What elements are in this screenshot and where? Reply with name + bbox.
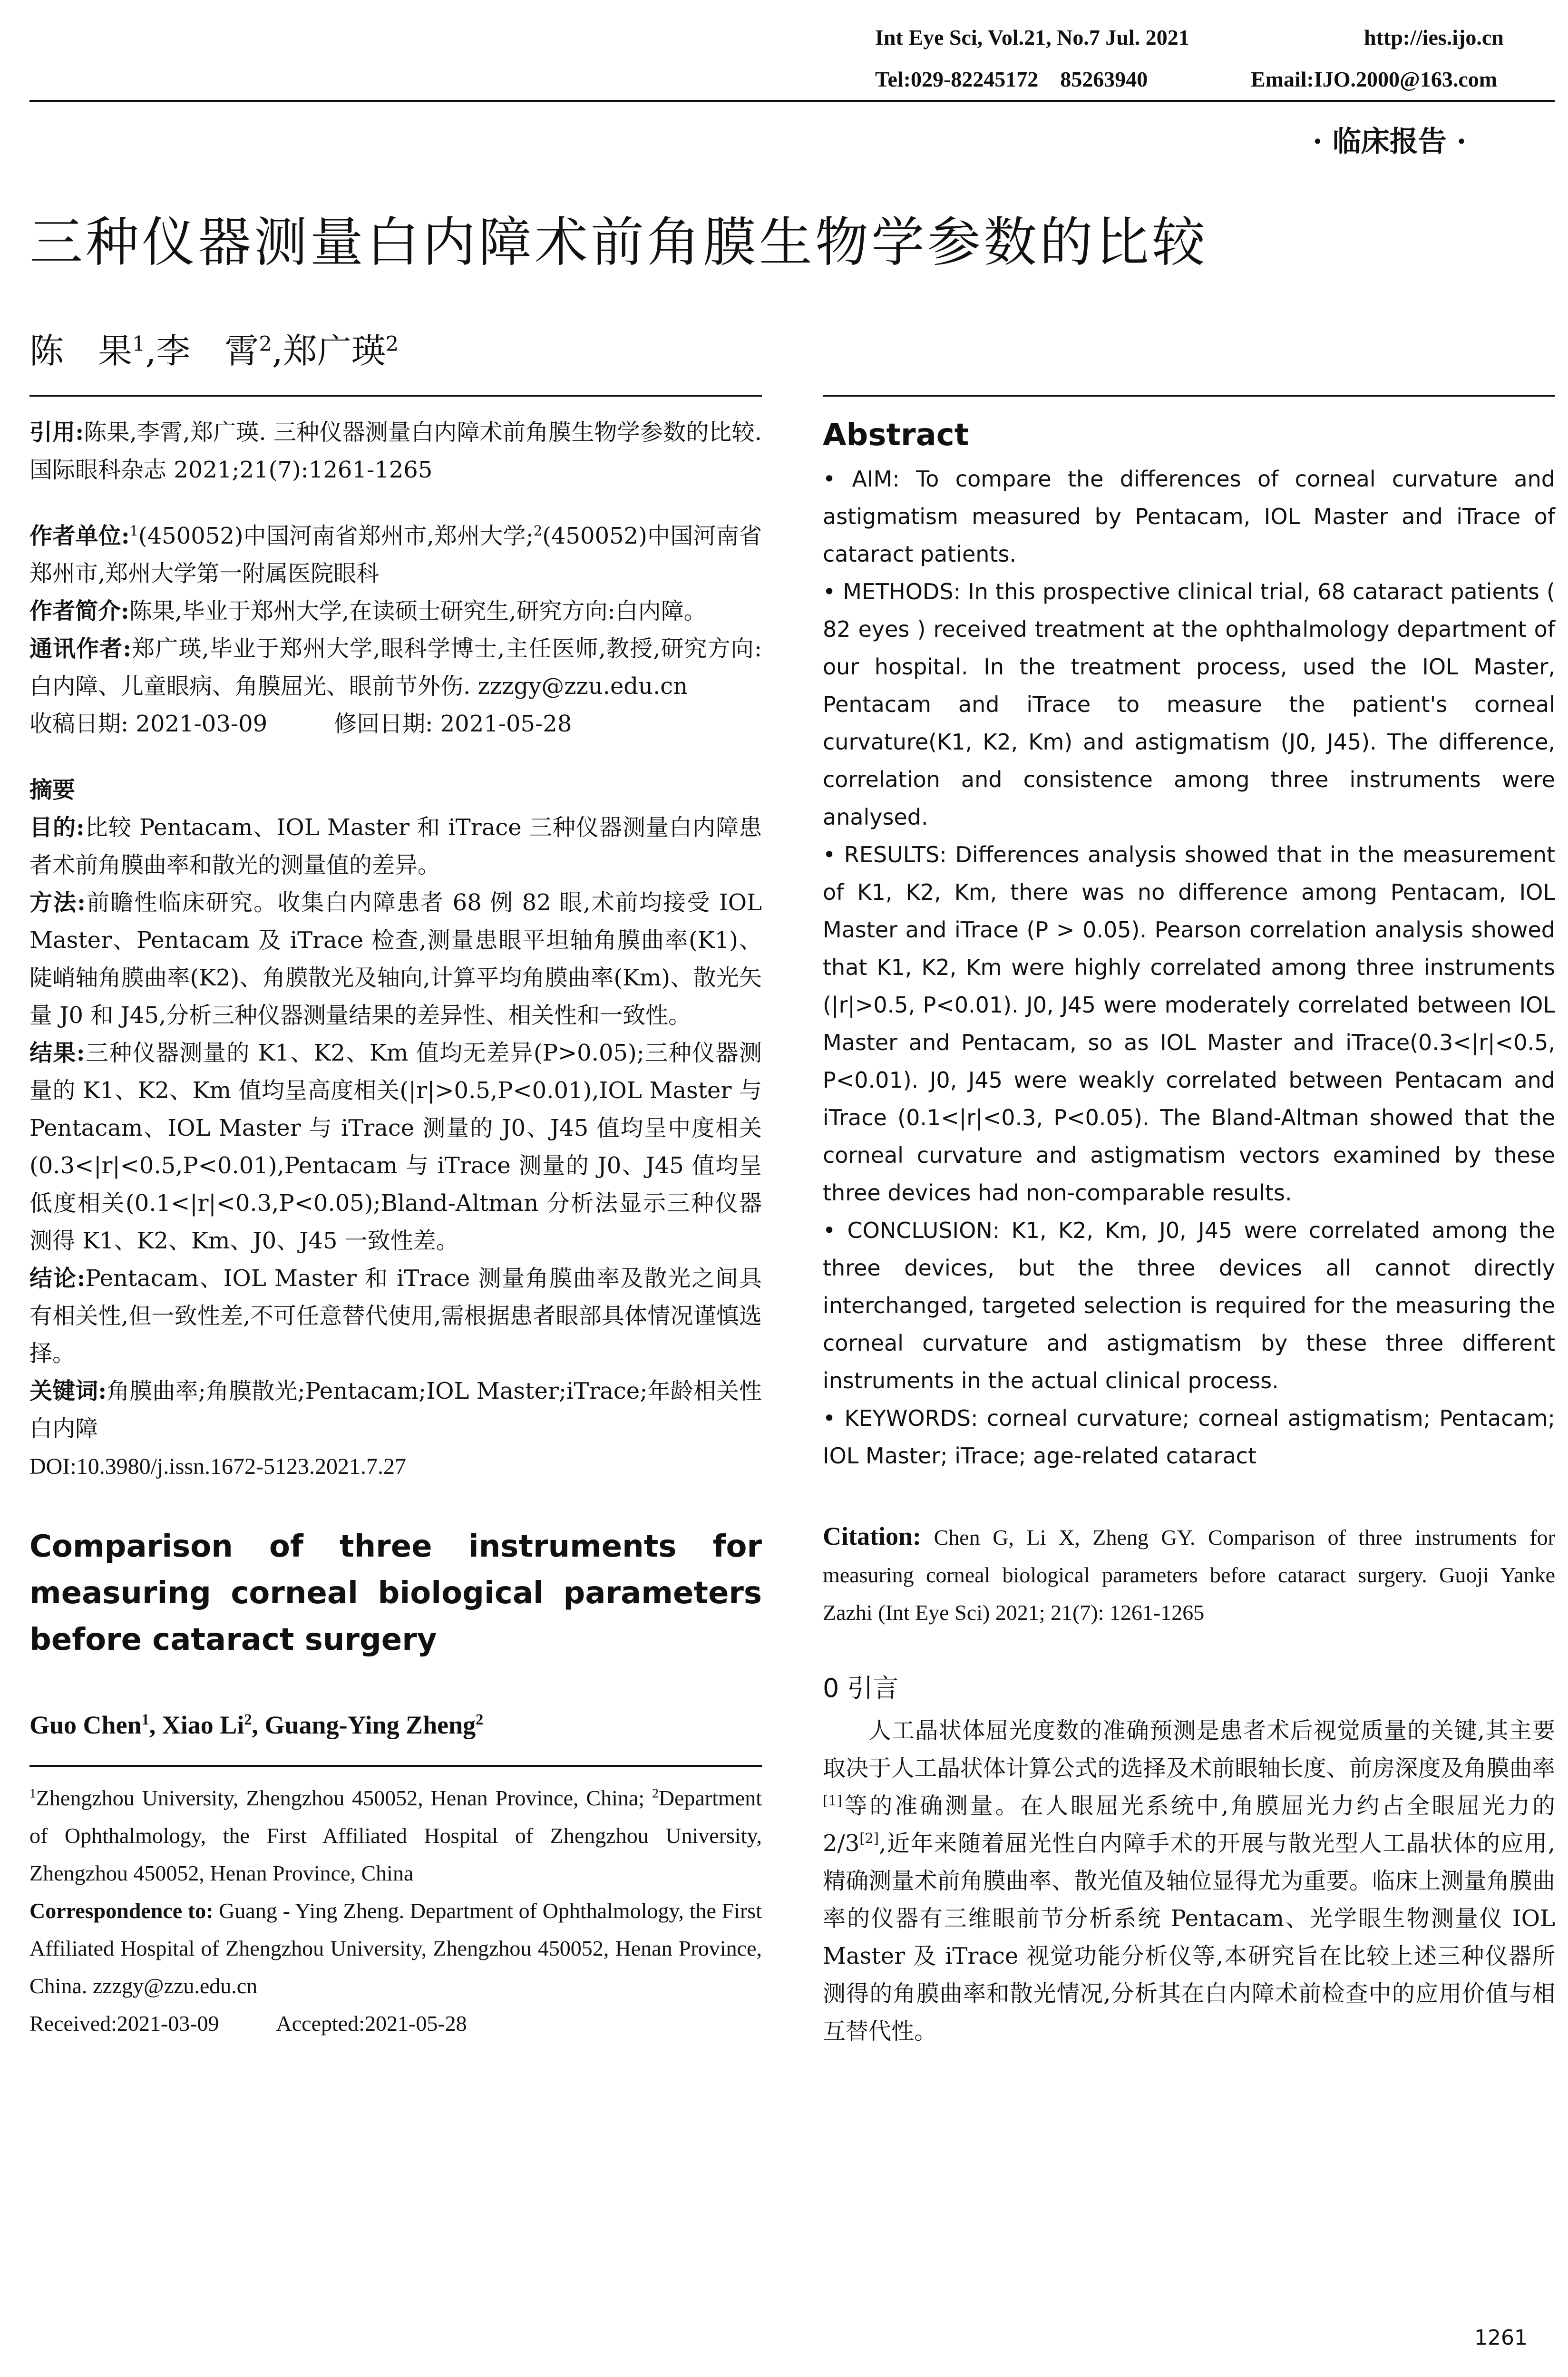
en-affil-rule	[29, 1765, 762, 1767]
keywords-cn: 关键词:角膜曲率;角膜散光;Pentacam;IOL Master;iTrace;年龄相关性白内障	[29, 1378, 762, 1442]
affiliation-cn: 作者单位:$^1$(450052)中国河南省郑州市,郑州大学;$^2$(450052)中国河南省郑州市,郑州大学第一附属医院眼科	[29, 523, 762, 587]
right-column	[823, 414, 1555, 2050]
affiliation-en: $^1$Zhengzhou University, Zhengzhou 450052, Henan Province, China; $^2$Department of Ophthalmology, the First Affiliated Hospital of Zhengzhou University, Zhengzhou 450052, Henan Province, China	[29, 1785, 762, 1885]
abstract-aim-cn: 目的:比较 Pentacam、IOL Master 和 iTrace 三种仪器测量白内障患者术前角膜曲率和散光的测量值的差异。	[29, 814, 762, 878]
author-2: ,李 霄	[145, 331, 259, 371]
left-column	[29, 414, 762, 2042]
header-rule	[29, 100, 1555, 102]
dates-en: Received:2021-03-09 Accepted:2021-05-28	[29, 2011, 467, 2036]
abstract-results-en: • RESULTS: Differences analysis showed that in the measurement of K1, K2, Km, there was no difference among Pentacam, IOL Master and iTrace (P > 0.05). Pearson correlation analysis showed that K1, K2, Km were highly correlated among three instruments (|r|>0.5, P<0.01). J0, J45 were moderately correlated between IOL Master and Pentacam, so as IOL Master and iTrace(0.3<|r|<0.5, P<0.01). J0, J45 were weakly correlated between Pentacam and iTrace (0.1<|r|<0.3, P<0.05). The Bland-Altman showed that the corneal curvature and astigmatism vectors examined by these three devices had non-comparable results.	[823, 842, 1555, 1206]
citation-cn: 引用:陈果,李霄,郑广瑛. 三种仪器测量白内障术前角膜生物学参数的比较. 国际眼科杂志 2021;21(7):1261-1265	[29, 419, 762, 483]
abstract-methods-en: • METHODS: In this prospective clinical trial, 68 cataract patients ( 82 eyes ) received treatment at the ophthalmology department of our hospital. In the treatment process, used the IOL Master, Pentacam and iTrace to measure the patient's corneal curvature(K1, K2, Km) and astigmatism (J0, J45). The difference, correlation and consistence among three instruments were analysed.	[823, 579, 1555, 830]
abstract-keywords-en: • KEYWORDS: corneal curvature; corneal astigmatism; Pentacam; IOL Master; iTrace; age-related cataract	[823, 1405, 1555, 1469]
author-1-affil: 1	[132, 332, 146, 356]
article-title-en: Comparison of three instruments for measuring corneal biological parameters before cataract surgery	[29, 1529, 762, 1657]
correspondence-en: Correspondence to: Guang - Ying Zheng. Department of Ophthalmology, the First Affiliated Hospital of Zhengzhou University, Zhengzhou 450052, Henan Province, China. zzzgy@zzu.edu.cn	[29, 1899, 762, 1998]
abstract-methods-cn: 方法:前瞻性临床研究。收集白内障患者 68 例 82 眼,术前均接受 IOL Master、Pentacam 及 iTrace 检查,测量患眼平坦轴角膜曲率(K1)、陡峭轴角膜曲率(K2)、角膜散光及轴向,计算平均角膜曲率(Km)、散光矢量 J0 和 J45,分析三种仪器测量结果的差异性、相关性和一致性。	[29, 889, 762, 1029]
right-top-rule	[823, 395, 1555, 397]
journal-url: http://ies.ijo.cn	[1364, 25, 1504, 49]
authors-en: Guo Chen$^1$, Xiao Li$^2$, Guang-Ying Zheng$^2$	[29, 1711, 484, 1739]
abstract-results-cn: 结果:三种仪器测量的 K1、K2、Km 值均无差异(P>0.05);三种仪器测量的 K1、K2、Km 值均呈高度相关(|r|>0.5,P<0.01),IOL Master 与 Pentacam、IOL Master 与 iTrace 测量的 J0、J45 值均呈中度相关(0.3<|r|<0.5,P<0.01),Pentacam 与 iTrace 测量的 J0、J45 值均呈低度相关(0.1<|r|<0.3,P<0.05);Bland-Altman 分析法显示三种仪器测得 K1、K2、Km、J0、J45 一致性差。	[29, 1040, 762, 1254]
page-number: 1261	[1474, 2326, 1528, 2350]
author-3: ,郑广瑛	[272, 331, 386, 371]
abstract-conclusion-en: • CONCLUSION: K1, K2, Km, J0, J45 were correlated among the three devices, but the three devices all cannot directly interchanged, targeted selection is required for the measuring the corneal curvature and astigmatism by these three different instruments in the actual clinical process.	[823, 1218, 1555, 1393]
author-1: 陈 果	[29, 331, 133, 371]
citation-en: Citation: Chen G, Li X, Zheng GY. Comparison of three instruments for measuring corneal biological parameters before cataract surgery. Guoji Yanke Zazhi (Int Eye Sci) 2021; 21(7): 1261-1265	[823, 1522, 1555, 1625]
section-label: · 临床报告 ·	[1313, 125, 1467, 158]
abstract-heading-cn: 摘要	[29, 777, 76, 803]
dates-cn: 收稿日期: 2021-03-09 修回日期: 2021-05-28	[29, 711, 572, 737]
journal-tel: Tel:029-82245172 85263940	[875, 67, 1148, 91]
authors-cn	[29, 323, 399, 373]
doi: DOI:10.3980/j.issn.1672-5123.2021.7.27	[29, 1454, 406, 1479]
corresponding-author-cn: 通讯作者:郑广瑛,毕业于郑州大学,眼科学博士,主任医师,教授,研究方向:白内障、儿童眼病、角膜屈光、眼前节外伤. zzzgy@zzu.edu.cn	[29, 635, 762, 700]
author-2-affil: 2	[259, 332, 272, 356]
journal-email: Email:IJO.2000@163.com	[1251, 67, 1498, 91]
abstract-heading-en: Abstract	[823, 418, 969, 453]
author-bio-cn: 作者简介:陈果,毕业于郑州大学,在读硕士研究生,研究方向:白内障。	[29, 598, 707, 624]
abstract-aim-en: • AIM: To compare the differences of corneal curvature and astigmatism measured by Pentacam, IOL Master and iTrace of cataract patients.	[823, 466, 1555, 567]
author-3-affil: 2	[385, 332, 399, 356]
journal-volume-line: Int Eye Sci, Vol.21, No.7 Jul. 2021	[875, 25, 1189, 49]
article-title-cn: 三种仪器测量白内障术前角膜生物学参数的比较	[29, 212, 1208, 273]
left-top-rule	[29, 395, 762, 397]
intro-heading: 0 引言	[823, 1673, 899, 1703]
intro-paragraph: 人工晶状体屈光度数的准确预测是患者术后视觉质量的关键,其主要取决于人工晶状体计算公式的选择及术前眼轴长度、前房深度及角膜曲率[1]等的准确测量。在人眼屈光系统中,角膜屈光力约占全眼屈光力的 2/3[2],近年来随着屈光性白内障手术的开展与散光型人工晶状体的应用,精确测量术前角膜曲率、散光值及轴位显得尤为重要。临床上测量角膜曲率的仪器有三维眼前节分析系统 Pentacam、光学眼生物测量仪 IOL Master 及 iTrace 视觉功能分析仪等,本研究旨在比较上述三种仪器所测得的角膜曲率和散光情况,分析其在白内障术前检查中的应用价值与相互替代性。	[823, 1717, 1555, 2045]
abstract-conclusion-cn: 结论:Pentacam、IOL Master 和 iTrace 测量角膜曲率及散光之间具有相关性,但一致性差,不可任意替代使用,需根据患者眼部具体情况谨慎选择。	[29, 1265, 762, 1367]
